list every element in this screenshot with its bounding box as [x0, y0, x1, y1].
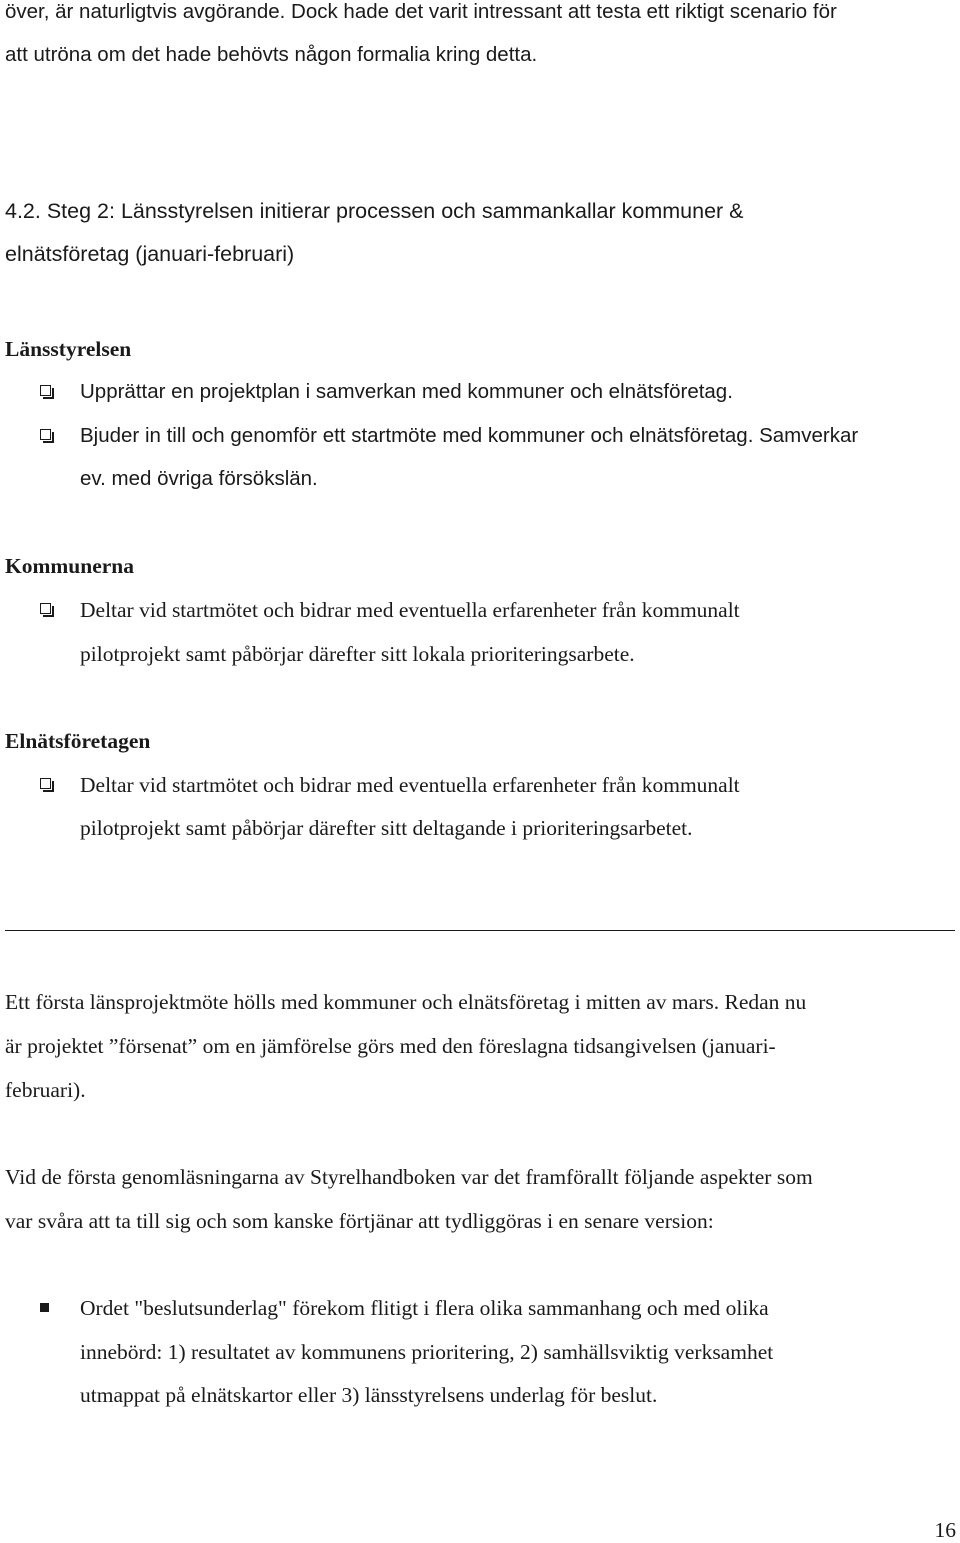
- para2-line-2: var svåra att ta till sig och som kanske förtjänar att tydliggöras i en senare version:: [5, 1209, 714, 1233]
- page-number: 16: [934, 1518, 956, 1542]
- intro-line-2: att utröna om det hade behövts någon formalia kring detta.: [5, 43, 538, 66]
- checkbox-bullet-icon: [40, 778, 51, 789]
- lansstyrelsen-item-2-line-2: ev. med övriga försökslän.: [80, 467, 318, 490]
- bullet-line-1: Ordet "beslutsunderlag" förekom flitigt i flera olika sammanhang och med olika: [80, 1296, 769, 1320]
- kommunerna-item-1-line-2: pilotprojekt samt påbörjar därefter sitt lokala prioriteringsarbete.: [80, 642, 635, 666]
- para2-line-1: Vid de första genomläsningarna av Styrelhandboken var det framförallt följande aspekter som: [5, 1165, 813, 1189]
- para1-line-3: februari).: [5, 1078, 86, 1102]
- para1-line-1: Ett första länsprojektmöte hölls med kommuner och elnätsföretag i mitten av mars. Redan nu: [5, 990, 807, 1014]
- kommunerna-item-1-line-1: Deltar vid startmötet och bidrar med eventuella erfarenheter från kommunalt: [80, 598, 740, 622]
- bullet-line-2: innebörd: 1) resultatet av kommunens prioritering, 2) samhällsviktig verksamhet: [80, 1340, 774, 1364]
- checkbox-bullet-icon: [40, 429, 51, 440]
- para1-line-2: är projektet ”försenat” om en jämförelse görs med den föreslagna tidsangivelsen (januari-: [5, 1034, 776, 1058]
- intro-line-1: över, är naturligtvis avgörande. Dock hade det varit intressant att testa ett riktigt scenario för: [5, 0, 837, 23]
- checkbox-bullet-icon: [40, 603, 51, 614]
- lansstyrelsen-item-2-line-1: Bjuder in till och genomför ett startmöte med kommuner och elnätsföretag. Samverkar: [80, 424, 859, 447]
- bullet-line-3: utmappat på elnätskartor eller 3) länsstyrelsens underlag för beslut.: [80, 1383, 658, 1407]
- heading-lansstyrelsen: Länsstyrelsen: [5, 337, 132, 361]
- section-heading-line-1: 4.2. Steg 2: Länsstyrelsen initierar processen och sammankallar kommuner &: [5, 199, 744, 223]
- elnatsforetagen-item-1-line-2: pilotprojekt samt påbörjar därefter sitt deltagande i prioriteringsarbetet.: [80, 816, 693, 840]
- lansstyrelsen-item-1: Upprättar en projektplan i samverkan med kommuner och elnätsföretag.: [80, 380, 733, 403]
- heading-elnatsforetagen: Elnätsföretagen: [5, 729, 151, 753]
- horizontal-divider: [5, 930, 955, 931]
- square-bullet-icon: [40, 1303, 49, 1312]
- elnatsforetagen-item-1-line-1: Deltar vid startmötet och bidrar med eventuella erfarenheter från kommunalt: [80, 773, 740, 797]
- section-heading-line-2: elnätsföretag (januari-februari): [5, 242, 295, 266]
- heading-kommunerna: Kommunerna: [5, 554, 134, 578]
- checkbox-bullet-icon: [40, 385, 51, 396]
